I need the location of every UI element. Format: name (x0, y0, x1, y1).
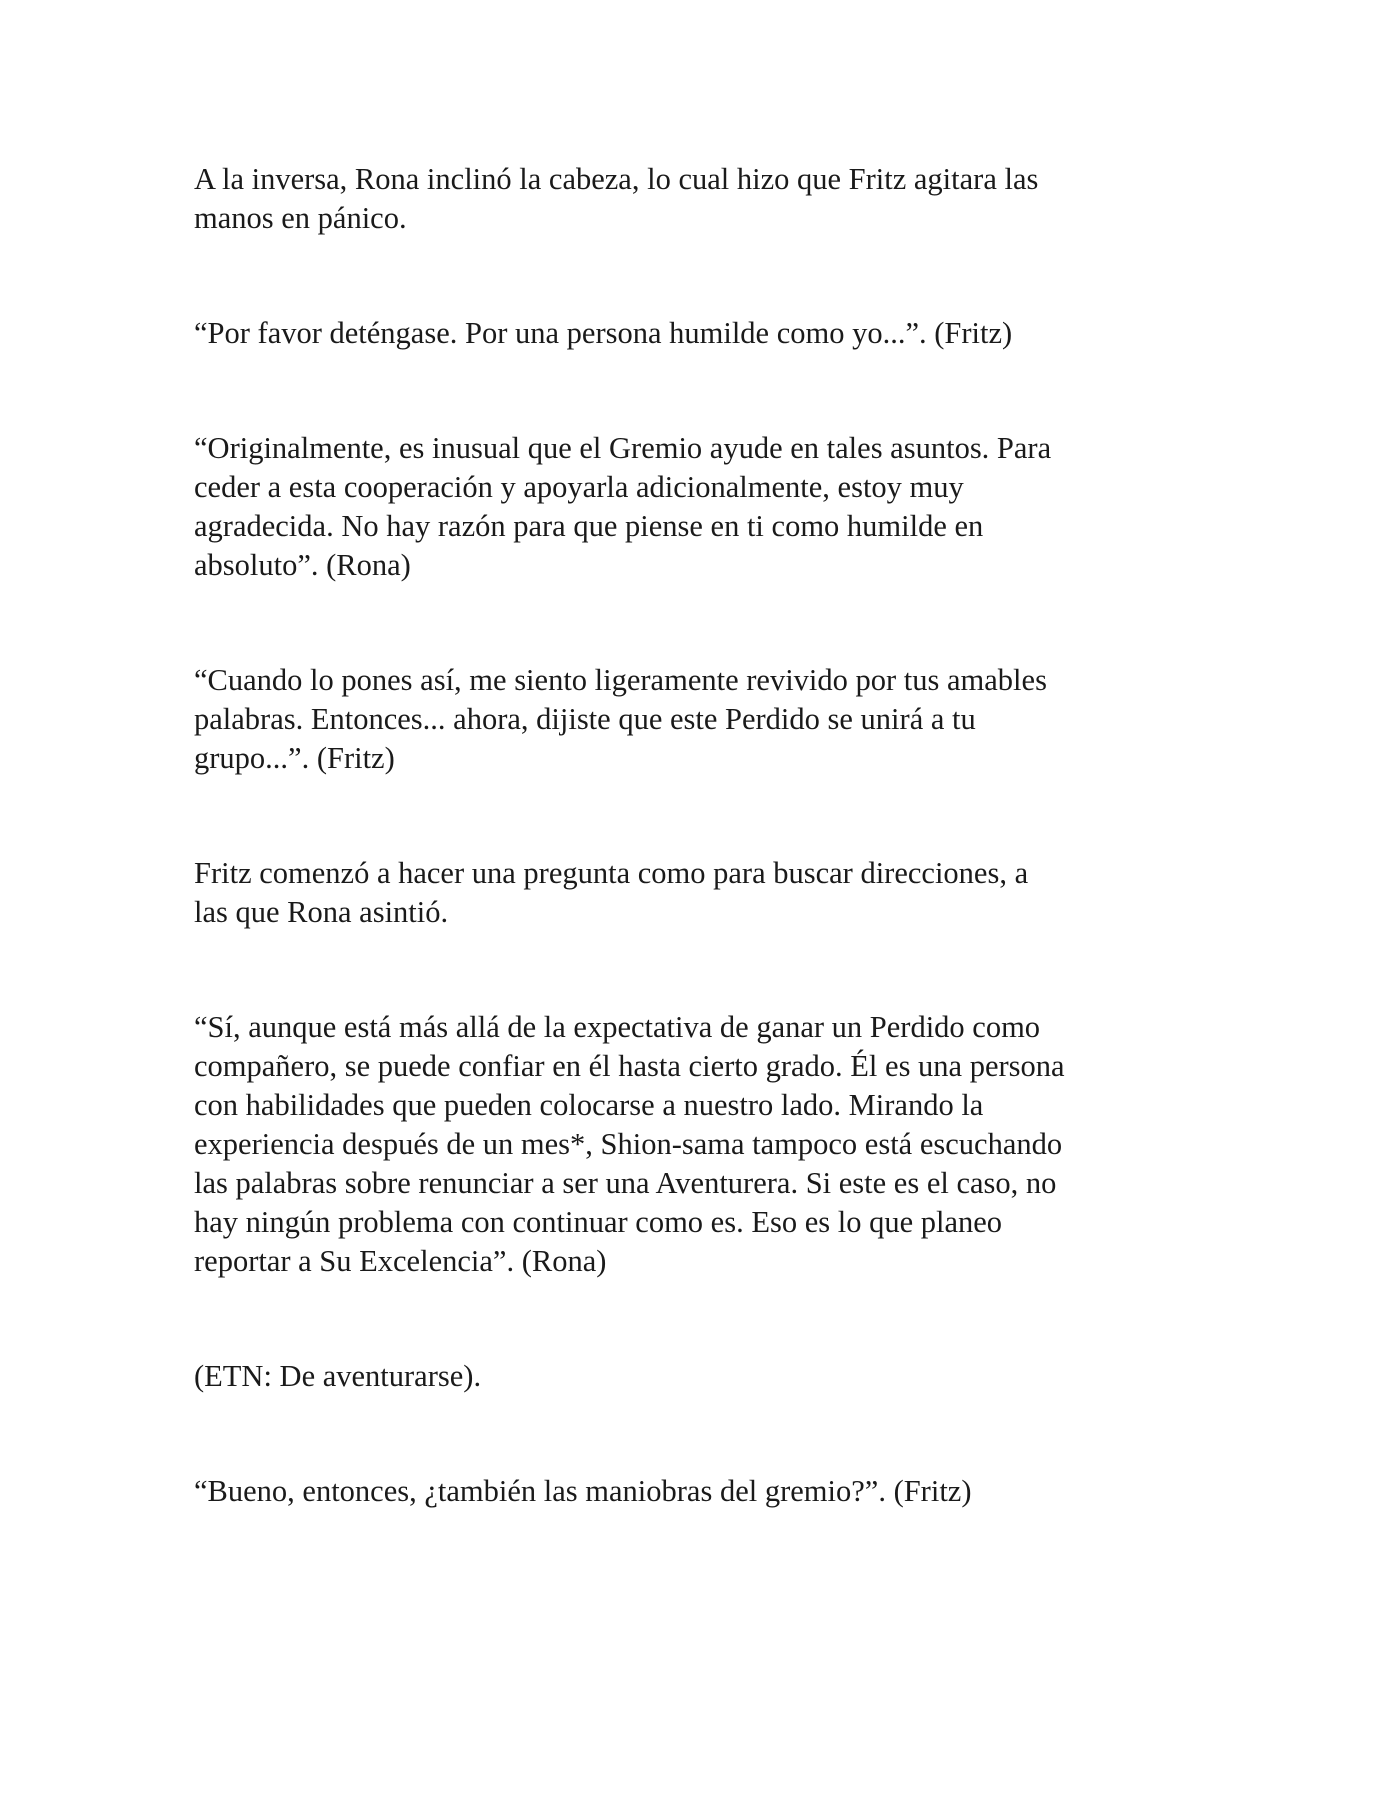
paragraph-line: manos en pánico. (194, 201, 407, 235)
paragraph-2 (194, 314, 1234, 353)
paragraph-line: palabras. Entonces... ahora, dijiste que este Perdido se unirá a tu (194, 702, 976, 736)
paragraph-line: con habilidades que pueden colocarse a nuestro lado. Mirando la (194, 1088, 984, 1122)
paragraph-4 (194, 661, 1234, 778)
paragraph-line: “Bueno, entonces, ¿también las maniobras del gremio?”. (Fritz) (194, 1474, 972, 1508)
paragraph-line: compañero, se puede confiar en él hasta cierto grado. Él es una persona (194, 1049, 1065, 1083)
paragraph-line: Fritz comenzó a hacer una pregunta como para buscar direcciones, a (194, 856, 1029, 890)
paragraph-line: hay ningún problema con continuar como es. Eso es lo que planeo (194, 1205, 1003, 1239)
translator-note (194, 1357, 1234, 1396)
paragraph-line: grupo...”. (Fritz) (194, 741, 395, 775)
paragraph-line: (ETN: De aventurarse). (194, 1359, 482, 1393)
paragraph-6 (194, 1008, 1234, 1281)
paragraph-line: las que Rona asintió. (194, 895, 449, 929)
paragraph-line: absoluto”. (Rona) (194, 548, 411, 582)
paragraph-3 (194, 429, 1234, 585)
paragraph-1 (194, 160, 1234, 238)
paragraph-line: “Por favor deténgase. Por una persona humilde como yo...”. (Fritz) (194, 316, 1013, 350)
paragraph-line: agradecida. No hay razón para que piense en ti como humilde en (194, 509, 984, 543)
paragraph-5 (194, 854, 1234, 932)
paragraph-line: experiencia después de un mes*, Shion-sama tampoco está escuchando (194, 1127, 1063, 1161)
paragraph-8 (194, 1472, 1234, 1511)
paragraph-line: “Sí, aunque está más allá de la expectativa de ganar un Perdido como (194, 1010, 1041, 1044)
text-column (194, 160, 1234, 1511)
paragraph-line: “Originalmente, es inusual que el Gremio ayude en tales asuntos. Para (194, 431, 1052, 465)
paragraph-line: las palabras sobre renunciar a ser una Aventurera. Si este es el caso, no (194, 1166, 1057, 1200)
paragraph-line: ceder a esta cooperación y apoyarla adicionalmente, estoy muy (194, 470, 964, 504)
paragraph-line: A la inversa, Rona inclinó la cabeza, lo cual hizo que Fritz agitara las (194, 162, 1039, 196)
paragraph-line: reportar a Su Excelencia”. (Rona) (194, 1244, 607, 1278)
paragraph-line: “Cuando lo pones así, me siento ligeramente revivido por tus amables (194, 663, 1047, 697)
